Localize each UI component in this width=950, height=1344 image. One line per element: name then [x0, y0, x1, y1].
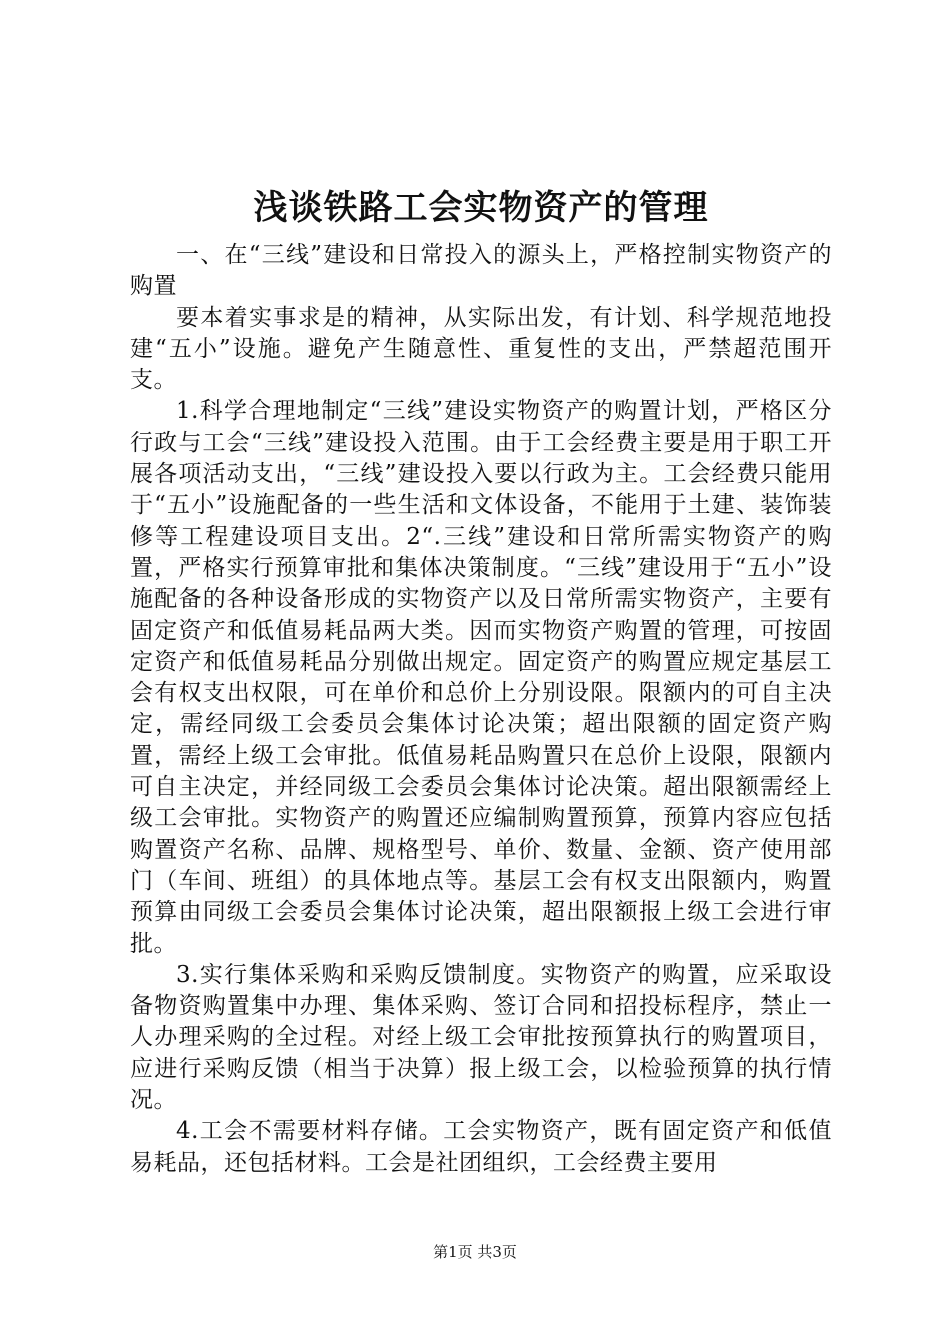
- page-number-footer: 第1页 共3页: [433, 1243, 517, 1261]
- document-title: 浅谈铁路工会实物资产的管理: [253, 188, 709, 228]
- paragraph-item-3: 3.实行集体采购和采购反馈制度。实物资产的购置，应采取设备物资购置集中办理、集体采购、签订合同和招投标程序，禁止一人办理采购的全过程。对经上级工会审批按预算执行的购置项目，应进行采购反馈（相当于决算）报上级工会，以检验预算的执行情况。: [130, 961, 832, 1114]
- paragraph-item-4: 4.工会不需要材料存储。工会实物资产，既有固定资产和低值易耗品，还包括材料。工会是社团组织，工会经费主要用: [130, 1118, 832, 1176]
- paragraph-intro: 要本着实事求是的精神，从实际出发，有计划、科学规范地投建“五小”设施。避免产生随意性、重复性的支出，严禁超范围开支。: [130, 304, 832, 394]
- document-page: [130, 178, 832, 1179]
- paragraph-item-1-2: 1.科学合理地制定“三线”建设实物资产的购置计划，严格区分行政与工会“三线”建设投入范围。由于工会经费主要是用于职工开展各项活动支出，“三线”建设投入要以行政为主。工会经费只能用于“五小”设施配备的一些生活和文体设备，不能用于土建、装饰装修等工程建设项目支出。2“.三线”建设和日常所需实物资产的购置，严格实行预算审批和集体决策制度。“三线”建设用于“五小”设施配备的各种设备形成的实物资产以及日常所需实物资产，主要有固定资产和低值易耗品两大类。因而实物资产购置的管理，可按固定资产和低值易耗品分别做出规定。固定资产的购置应规定基层工会有权支出权限，可在单价和总价上分别设限。限额内的可自主决定，需经同级工会委员会集体讨论决策；超出限额的固定资产购置，需经上级工会审批。低值易耗品购置只在总价上设限，限额内可自主决定，并经同级工会委员会集体讨论决策。超出限额需经上级工会审批。实物资产的购置还应编制购置预算，预算内容应包括购置资产名称、品牌、规格型号、单价、数量、金额、资产使用部门（车间、班组）的具体地点等。基层工会有权支出限额内，购置预算由同级工会委员会集体讨论决策，超出限额报上级工会进行审批。: [130, 398, 832, 957]
- paragraph-heading-1: 一、在“三线”建设和日常投入的源头上，严格控制实物资产的购置: [130, 242, 832, 300]
